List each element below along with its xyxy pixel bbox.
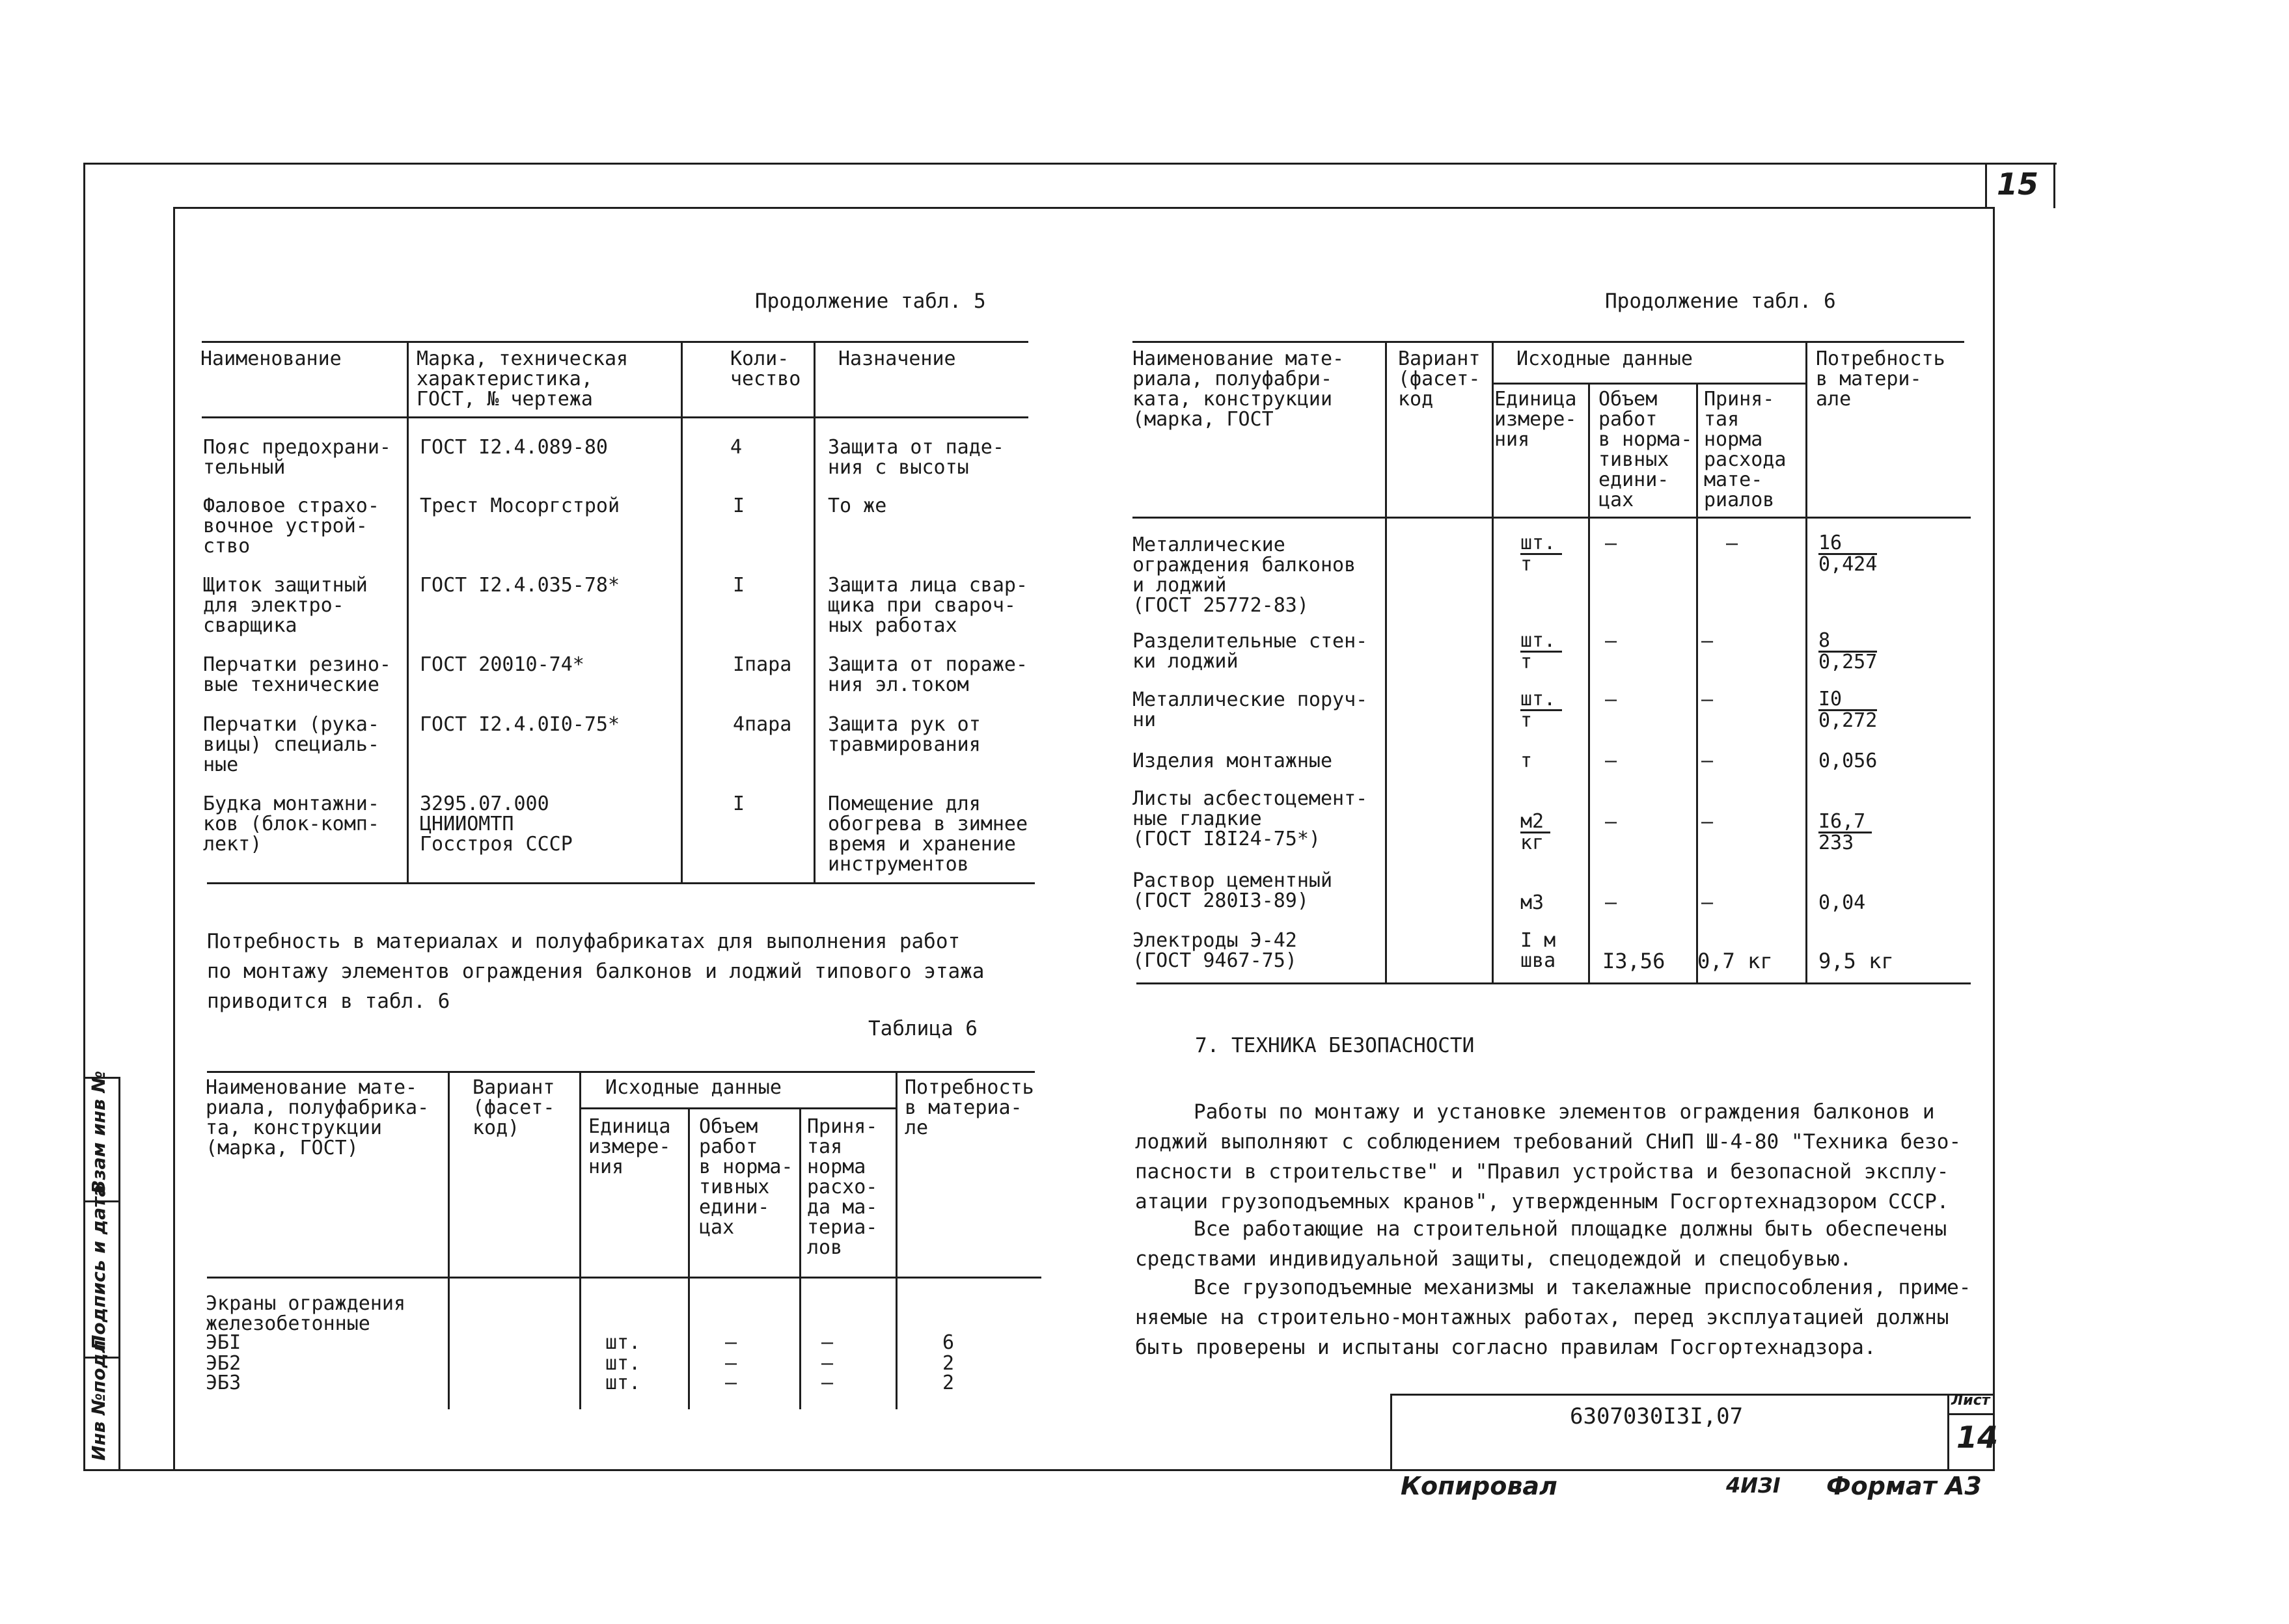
table6-row-norm: –	[821, 1331, 834, 1354]
table6-row-need: 2	[942, 1352, 955, 1375]
table6cont-header-rule	[1132, 517, 1971, 519]
title-block-list-rule	[1947, 1413, 1994, 1415]
table6cont-row-name: Листы асбестоцемент- ные гладкие (ГОСТ I8I24-75*)	[1132, 787, 1368, 850]
table6-row-unit: шт.	[605, 1372, 641, 1394]
table6cont-row-need: 0,056	[1818, 750, 1878, 772]
table5-header-qty: Коли- чество	[730, 347, 801, 390]
footer-format: Формат А3	[1826, 1472, 1982, 1500]
table6cont-row-name: Электроды Э-42 (ГОСТ 9467-75)	[1132, 929, 1297, 972]
table6-col5	[896, 1071, 898, 1409]
table5-row-name: Перчатки (рука- вицы) специаль- ные	[203, 713, 379, 776]
table6-caption: Таблица 6	[868, 1017, 978, 1040]
unit-denominator: т	[1520, 553, 1533, 576]
section7-paragraph: Работы по монтажу и установке элементов ограждения балконов и лоджий выполняют с соблюдением требований СНиП Ш-4-80 "Техника безо- пасности в строительстве" и "Правил устройства и безопасной эксплу- атации грузоподъемных кранов", утвержденным Госгортехнадзором СССР.	[1135, 1100, 1962, 1213]
table6cont-row-norm: –	[1701, 891, 1714, 914]
table6cont-row-volume: I3,56	[1602, 949, 1665, 973]
table5-row-purpose: Защита рук от травмирования	[828, 713, 981, 756]
table6cont-row-norm: –	[1701, 750, 1714, 772]
table6cont-row-need	[1818, 690, 1877, 731]
need-denominator: 0,424	[1818, 553, 1878, 576]
table6-header-name: Наименование мате- риала, полуфабрика- та, конструкции (марка, ГОСТ)	[206, 1076, 430, 1159]
table6cont-source-rule	[1492, 383, 1807, 385]
table6cont-row-norm: 0,7 кг	[1697, 949, 1773, 973]
table6-header-need: Потребность в материа- ле	[905, 1076, 1034, 1139]
table5-col1	[407, 341, 409, 884]
table6cont-row-volume: –	[1605, 750, 1617, 772]
table6-header-rule	[207, 1277, 1041, 1279]
inner-top-line	[173, 207, 1993, 209]
table5-col3	[814, 341, 816, 884]
table6cont-row-norm: –	[1701, 811, 1714, 833]
corner-box-left	[1985, 163, 1987, 208]
table5-header-name: Наименование	[200, 347, 342, 370]
table5-row-mark: ГОСТ 20010-74*	[420, 653, 584, 676]
table5-header-mark: Марка, техническая характеристика, ГОСТ, № чертежа	[417, 347, 629, 411]
table6-col2	[579, 1071, 581, 1409]
table6cont-row-unit	[1520, 631, 1562, 672]
table6cont-row-norm: –	[1701, 630, 1714, 653]
table6-row-volume: –	[725, 1352, 737, 1375]
table6cont-col3	[1588, 383, 1590, 984]
need-denominator: 0,257	[1818, 651, 1878, 673]
table6-group-label: Экраны ограждения железобетонные	[206, 1292, 406, 1335]
table6cont-header-source: Исходные данные	[1516, 347, 1693, 370]
table6-header-variant: Вариант (фасет- код)	[473, 1076, 555, 1139]
table6cont-col5	[1805, 341, 1807, 984]
table5-row-purpose: Помещение для обогрева в зимнее время и хранение инструментов	[828, 792, 1028, 876]
table6-row-norm: –	[821, 1372, 834, 1394]
table6-col3	[688, 1107, 690, 1409]
list-label: Лист	[1951, 1392, 1990, 1409]
table6cont-row-volume: –	[1605, 891, 1617, 914]
need-denominator: 233	[1818, 832, 1854, 854]
table6-header-unit: Единица измере- ния	[588, 1115, 671, 1178]
table5-row-name: Будка монтажни- ков (блок-комп- лект)	[203, 792, 379, 856]
unit-numerator: шт.	[1520, 690, 1562, 711]
table6cont-bottom-rule	[1136, 982, 1971, 984]
table5-row-name: Фаловое страхо- вочное устрой- ство	[203, 494, 379, 558]
table6cont-row-need	[1818, 812, 1872, 853]
table6cont-header-need: Потребность в матери- але	[1816, 347, 1945, 411]
side-stamp-inv: Инв №подл	[88, 1340, 109, 1461]
table6-col1	[448, 1071, 450, 1409]
footer-number: 4ИЗI	[1726, 1473, 1781, 1498]
footer-copied: Копировал	[1401, 1472, 1557, 1500]
table6-header-norm: Приня- тая норма расхо- да ма- териа- лов	[807, 1115, 878, 1259]
table5-bottom-rule	[207, 882, 1035, 884]
table6cont-row-name: Раствор цементный (ГОСТ 280I3-89)	[1132, 869, 1333, 912]
table6cont-row-need	[1818, 534, 1877, 575]
corner-box-right	[2053, 163, 2055, 208]
side-stamp-sign: Подпись и дата	[88, 1184, 109, 1350]
table5-row-qty: Iпара	[733, 653, 792, 676]
table6cont-row-need	[1818, 631, 1877, 672]
table6cont-header-name: Наименование мате- риала, полуфабри- ката, конструкции (марка, ГОСТ	[1132, 347, 1345, 431]
table5-row-qty: 4пара	[733, 713, 792, 736]
side-stamp-line	[118, 1077, 120, 1470]
table6cont-row-volume: –	[1605, 688, 1617, 711]
table6cont-row-unit: т	[1520, 750, 1533, 772]
table5-row-name: Щиток защитный для электро- сварщика	[203, 574, 368, 637]
table5-row-mark: ГОСТ I2.4.089-80	[420, 436, 608, 459]
table6cont-row-name: Разделительные стен- ки лоджий	[1132, 630, 1368, 673]
need-denominator: 0,272	[1818, 709, 1878, 732]
table5-caption: Продолжение табл. 5	[755, 290, 986, 313]
table6cont-row-volume: –	[1605, 811, 1617, 833]
table5-row-qty: I	[733, 574, 745, 597]
table6-source-rule	[579, 1107, 897, 1109]
table5-row-name: Пояс предохрани- тельный	[203, 436, 391, 479]
table6cont-col1	[1385, 341, 1387, 984]
need-numerator: 16	[1818, 534, 1877, 555]
table6cont-row-need: 9,5 кг	[1818, 949, 1894, 973]
table6cont-top-rule	[1132, 341, 1964, 343]
unit-denominator: т	[1520, 709, 1533, 732]
table6cont-row-norm: –	[1726, 532, 1738, 555]
table6-top-rule	[207, 1071, 1035, 1073]
table6-header-source: Исходные данные	[605, 1076, 782, 1099]
table6cont-col2	[1492, 341, 1494, 984]
section7-title: 7. ТЕХНИКА БЕЗОПАСНОСТИ	[1195, 1034, 1475, 1057]
table6cont-col4	[1696, 383, 1698, 984]
table5-row-qty: I	[733, 494, 745, 517]
table5-row-purpose: То же	[828, 494, 887, 517]
table5-row-purpose: Защита лица свар- щика при свароч- ных работах	[828, 574, 1028, 637]
section7-paragraph: Все грузоподъемные механизмы и такелажные приспособления, приме- няемые на строительно-монтажных работах, перед эксплуатацией должны быть проверены и испытаны согласно правилам Госгортехнадзора.	[1135, 1276, 1971, 1359]
table6-row-unit: шт.	[605, 1331, 641, 1354]
table6cont-row-norm: –	[1701, 688, 1714, 711]
table6cont-row-unit	[1520, 534, 1562, 575]
inner-right-line	[1993, 207, 1995, 1470]
table6-row-volume: –	[725, 1372, 737, 1394]
table6cont-caption: Продолжение табл. 6	[1605, 290, 1836, 313]
intro-paragraph: Потребность в материалах и полуфабрикатах для выполнения работ по монтажу элементов ограждения балконов и лоджий типового этажа приводится в табл. 6	[207, 930, 985, 1013]
table5-row-purpose: Защита от паде- ния с высоты	[828, 436, 1004, 479]
inner-left-line	[173, 207, 175, 1470]
table6cont-row-unit: I м шва	[1520, 929, 1556, 972]
table6cont-row-name: Изделия монтажные	[1132, 750, 1333, 772]
table6-row-volume: –	[725, 1331, 737, 1354]
table5-row-qty: I	[733, 792, 745, 815]
table5-col2	[681, 341, 683, 884]
table6-row-name: ЭБI	[206, 1331, 241, 1354]
table5-row-mark: 3295.07.000 ЦНИИОМТП Госстроя СССР	[420, 792, 573, 856]
table6-col4	[799, 1107, 801, 1409]
unit-numerator: шт.	[1520, 534, 1562, 555]
table5-row-purpose: Защита от пораже- ния эл.током	[828, 653, 1028, 696]
table6cont-header-unit: Единица измере- ния	[1494, 388, 1577, 451]
table5-row-mark: ГОСТ I2.4.035-78*	[420, 574, 620, 597]
section7-paragraph: Все работающие на строительной площадке должны быть обеспечены средствами индивидуальной защиты, спецодеждой и спецобувью.	[1135, 1217, 1947, 1271]
table5-row-qty: 4	[730, 436, 743, 459]
table6-header-volume: Объем работ в норма- тивных едини- цах	[699, 1115, 793, 1239]
table6cont-row-need: 0,04	[1818, 891, 1866, 914]
table5-row-mark: Трест Мосоргстрой	[420, 494, 620, 517]
table6cont-row-unit: м3	[1520, 891, 1544, 914]
need-numerator: I6,7	[1818, 812, 1872, 833]
outer-left-line	[83, 163, 85, 1470]
table6cont-row-name: Металлические поруч- ни	[1132, 688, 1368, 731]
table6-row-need: 2	[942, 1372, 955, 1394]
document-code: 63070З0IЗI,07	[1570, 1403, 1744, 1429]
table6cont-header-variant: Вариант (фасет- код	[1398, 347, 1481, 411]
table6cont-row-volume: –	[1605, 630, 1617, 653]
table5-header-rule	[202, 416, 1028, 418]
side-stamp-replace: Взам инв №	[88, 1070, 109, 1194]
table6cont-header-volume: Объем работ в норма- тивных едини- цах	[1598, 388, 1693, 511]
table6-row-unit: шт.	[605, 1352, 641, 1375]
need-numerator: I0	[1818, 690, 1877, 711]
table6-row-need: 6	[942, 1331, 955, 1354]
unit-denominator: т	[1520, 651, 1533, 673]
unit-denominator: кг	[1520, 832, 1544, 854]
table6-row-name: ЭБ2	[206, 1352, 241, 1375]
table6cont-row-unit	[1520, 812, 1550, 853]
inner-bottom-line	[83, 1469, 1995, 1471]
title-block-top	[1390, 1394, 1994, 1396]
need-numerator: 8	[1818, 631, 1877, 653]
table6cont-row-volume: –	[1605, 532, 1617, 555]
table6-row-name: ЭБ3	[206, 1372, 241, 1394]
list-number: 14	[1956, 1420, 1999, 1455]
title-block-divider	[1947, 1394, 1949, 1470]
table5-row-mark: ГОСТ I2.4.0I0-75*	[420, 713, 620, 736]
table6cont-row-name: Металлические ограждения балконов и лоджий (ГОСТ 25772-83)	[1132, 534, 1356, 617]
table5-top-rule	[202, 341, 1028, 343]
unit-numerator: м2	[1520, 812, 1550, 833]
table6cont-header-norm: Приня- тая норма расхода мате- риалов	[1704, 388, 1787, 511]
title-block-left	[1390, 1394, 1392, 1470]
table5-header-purpose: Назначение	[838, 347, 956, 370]
table6-row-norm: –	[821, 1352, 834, 1375]
corner-number: 15	[1997, 167, 2039, 202]
outer-top-line	[83, 163, 2057, 165]
unit-numerator: шт.	[1520, 631, 1562, 653]
table6cont-row-unit	[1520, 690, 1562, 731]
table5-row-name: Перчатки резино- вые технические	[203, 653, 391, 696]
